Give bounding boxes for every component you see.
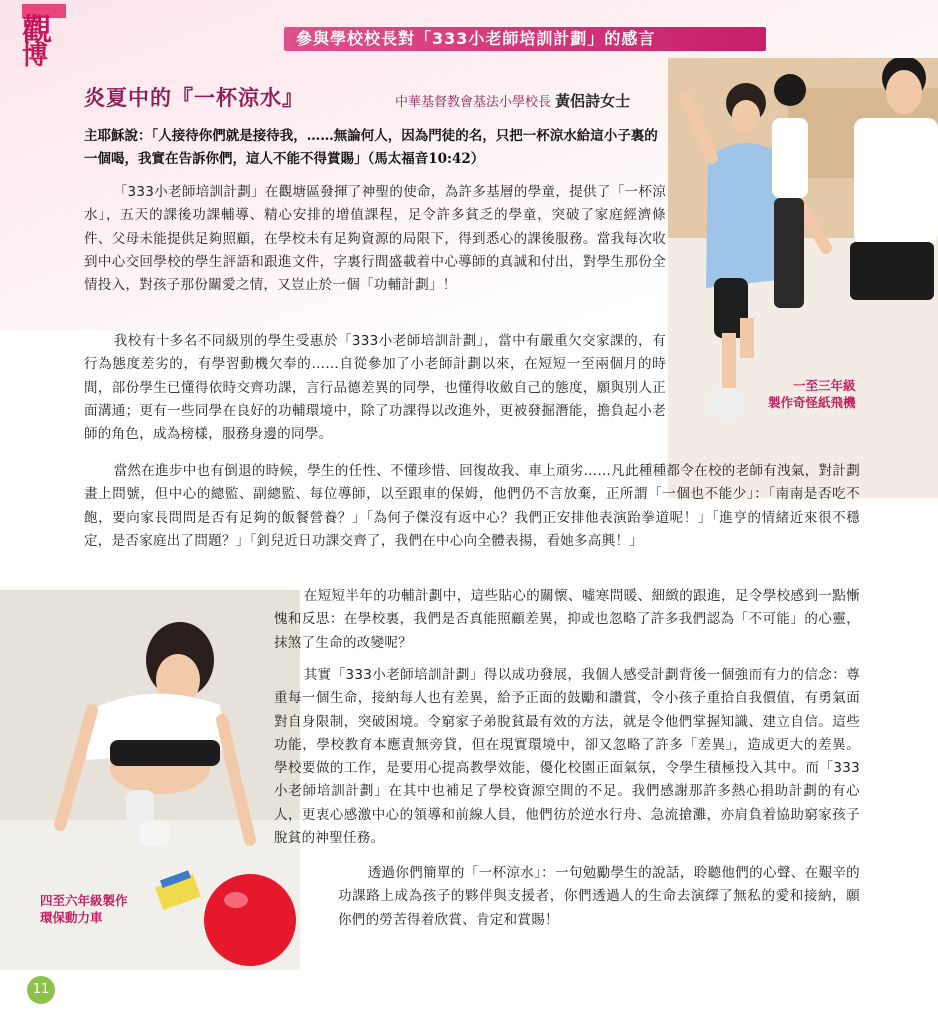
page-number-badge: 11 bbox=[27, 976, 55, 1004]
caption-eco-car-line-2: 環保動力車 bbox=[40, 910, 103, 925]
author-organization: 中華基督教會基法小學校長 bbox=[395, 95, 552, 110]
caption-eco-car-line-1: 四至六年級製作 bbox=[40, 893, 128, 908]
paragraph-6: 透過你們簡單的「一杯涼水」：一句勉勵學生的說話，聆聽他們的心聲、在艱辛的功課路上成為孩子的夥伴與支援者，你們透過人的生命去演繹了無私的愛和接納，願你們的勞苦得着欣賞、肯定和賞賜！ bbox=[338, 865, 860, 928]
article-author bbox=[395, 90, 630, 111]
scripture-quote: 主耶穌說：「人接待你們就是接待我，……無論何人，因為門徒的名，只把一杯涼水給這小子裏的一個喝，我實在告訴你們，這人不能不得賞賜」（馬太福音10:42） bbox=[84, 128, 658, 167]
photo-paper-planes bbox=[668, 58, 938, 498]
paragraph-4: 在短短半年的功輔計劃中，這些貼心的關懷、噓寒問暖、細緻的跟進，足令學校感到一點慚愧和反思：在學校裏，我們是否真能照顧差異，抑或也忽略了許多我們認為「不可能」的心靈，抹煞了生命的改變呢？ bbox=[274, 588, 860, 651]
logo-char-1: 觀 bbox=[22, 13, 52, 48]
logo-char-2: 博 bbox=[22, 41, 49, 71]
author-name: 黃侶詩女士 bbox=[555, 92, 631, 110]
paragraph-1: 「333小老師培訓計劃」在觀塘區發揮了神聖的使命，為許多基層的學童，提供了「一杯涼水」，五天的課後功課輔導、精心安排的增值課程，足令許多貧乏的學童，突破了家庭經濟條件、父母未能提供足夠照顧，在學校未有足夠資源的局限下，得到悉心的課後服務。當我每次收到中心交回學校的學生評語和跟進文件，字裏行間盛載着中心導師的真誠和付出，對學生那份全情投入，對孩子那份關愛之情，又豈止於一個「功輔計劃」！ bbox=[84, 184, 666, 294]
caption-paper-planes-line-1: 一至三年級 bbox=[793, 378, 856, 393]
caption-paper-planes bbox=[768, 377, 856, 411]
section-banner: 參與學校校長對「333小老師培訓計劃」的感言 bbox=[284, 27, 766, 51]
article-title: 炎夏中的『一杯涼水』 bbox=[84, 85, 304, 110]
photo-paper-planes-illustration bbox=[668, 58, 938, 498]
caption-eco-car bbox=[40, 892, 128, 926]
caption-paper-planes-line-2: 製作奇怪紙飛機 bbox=[768, 395, 856, 410]
paragraph-2: 我校有十多名不同級別的學生受惠於「333小老師培訓計劃」，當中有嚴重欠交家課的，有行為態度差劣的，有學習動機欠奉的……自從參加了小老師計劃以來，在短短一至兩個月的時間，部份學生已懂得依時交齊功課，言行品德差異的同學，也懂得收斂自己的態度，願與別人正面溝通；更有一些同學在良好的功輔環境中，除了功課得以改進外，更被發掘潛能，擔負起小老師的角色，成為榜樣，服務身邊的同學。 bbox=[84, 333, 666, 443]
paragraph-5: 其實「333小老師培訓計劃」得以成功發展，我個人感受計劃背後一個強而有力的信念：尊重每一個生命，接納每人也有差異，給予正面的鼓勵和讚賞，令小孩子重拾自我價值，有勇氣面對自身限制，突破困境。令窮家子弟脫貧最有效的方法，就是令他們掌握知識、建立自信。這些功能，學校教育本應責無旁貸，但在現實環境中，卻又忽略了許多「差異」，造成更大的差異。學校要做的工作，是要用心提高教學效能，優化校園正面氣氛，令學生積極投入其中。而「333小老師培訓計劃」在其中也補足了學校資源空間的不足。我們感謝那許多熱心捐助計劃的有心人，更衷心感激中心的領導和前線人員，他們彷於逆水行舟、急流搶灘，亦肩負着協助窮家孩子脫貧的神聖任務。 bbox=[274, 667, 860, 847]
paragraph-3: 當然在進步中也有倒退的時候，學生的任性、不懂珍惜、回復故我、車上頑劣……凡此種種都令在校的老師有洩氣，對計劃畫上問號，但中心的總監、副總監、每位導師，以至跟車的保姆，他們仍不言放棄，正所謂「一個也不能少」：「南南是否吃不飽，要向家長問問是否有足夠的飯餐營養？」「為何子傑沒有返中心？我們正安排他表演跆拳道呢！」「進亨的情緒近來很不穩定，是否家庭出了問題？」「釗兒近日功課交齊了，我們在中心向全體表揚，看她多高興！」 bbox=[84, 463, 860, 549]
magazine-logo bbox=[22, 4, 70, 70]
